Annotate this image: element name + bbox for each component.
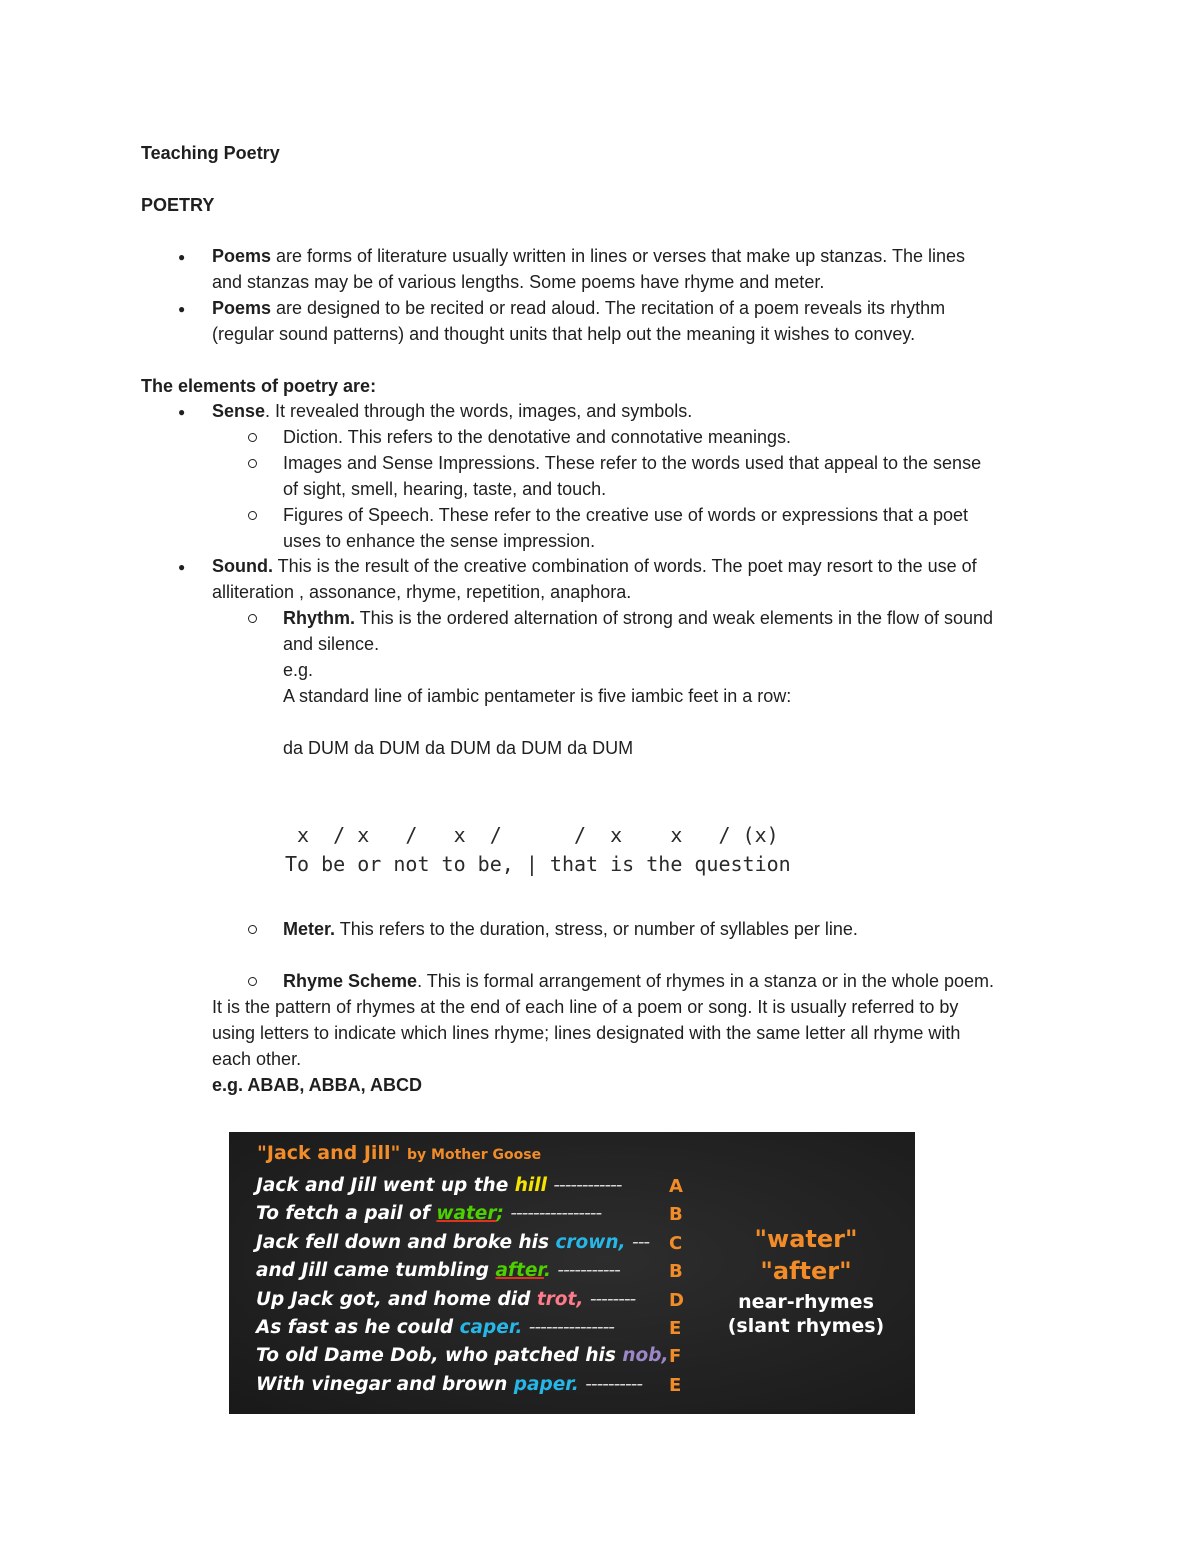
side-label-slant-rhymes: (slant rhymes) bbox=[727, 1315, 885, 1337]
poem-line-punct: , bbox=[618, 1232, 626, 1253]
poem-line-punct: , bbox=[576, 1289, 584, 1310]
rhyme-letter: E bbox=[669, 1375, 682, 1396]
intro-bullet-1-line1: Poems are forms of literature usually written in lines or verses that make up stanzas. The lines bbox=[212, 246, 966, 266]
sub-bullet-icon bbox=[248, 511, 257, 520]
poem-line-punct: ; bbox=[496, 1203, 504, 1224]
images-item-line1: Images and Sense Impressions. These refer to the words used that appeal to the sense bbox=[283, 453, 982, 473]
poem-line-text: Jack fell down and broke his bbox=[256, 1232, 556, 1253]
diction-item: Diction. This refers to the denotative and connotative meanings. bbox=[283, 427, 791, 447]
bullet-icon: ● bbox=[178, 302, 186, 316]
poem-line-text: Jack and Jill went up the bbox=[256, 1175, 515, 1196]
poem-line bbox=[256, 1232, 649, 1253]
bullet-icon: ● bbox=[178, 560, 186, 574]
rhyme-letter: F bbox=[669, 1346, 682, 1367]
poem-line-punct: . bbox=[515, 1317, 523, 1338]
figures-item-line2: uses to enhance the sense impression. bbox=[283, 531, 596, 551]
poem-line bbox=[256, 1345, 668, 1366]
intro-bullet-2-line1: Poems are designed to be recited or read aloud. The recitation of a poem reveals its rhythm bbox=[212, 298, 946, 318]
dash-leader: --- bbox=[632, 1232, 650, 1253]
scansion-marks: x / x / x / / x x / (x) bbox=[285, 823, 779, 847]
sense-item: Sense. It revealed through the words, images, and symbols. bbox=[212, 401, 693, 421]
rhyme-word: water bbox=[436, 1203, 497, 1224]
images-item-line2: of sight, smell, hearing, taste, and touch. bbox=[283, 479, 607, 499]
sub-bullet-icon bbox=[248, 977, 257, 986]
rhyme-word: after bbox=[495, 1260, 544, 1281]
rhyme-letter: E bbox=[669, 1318, 682, 1339]
poem-line bbox=[256, 1374, 642, 1395]
rhyme-word: crown bbox=[555, 1232, 619, 1253]
rhyme-letter: C bbox=[669, 1233, 683, 1254]
rhythm-example-intro: A standard line of iambic pentameter is five iambic feet in a row: bbox=[283, 686, 792, 706]
rhyme-scheme-examples: e.g. ABAB, ABBA, ABCD bbox=[212, 1075, 422, 1095]
dash-leader: ----------- bbox=[557, 1260, 620, 1281]
rhythm-eg: e.g. bbox=[283, 660, 314, 680]
section-heading: POETRY bbox=[141, 195, 215, 215]
rhyme-word: paper bbox=[513, 1374, 572, 1395]
rhyme-letter: B bbox=[669, 1261, 683, 1282]
figures-item-line1: Figures of Speech. These refer to the creative use of words or expressions that a poet bbox=[283, 505, 969, 525]
meter-item: Meter. This refers to the duration, stress, or number of syllables per line. bbox=[283, 919, 858, 939]
jack-and-jill-slide bbox=[229, 1132, 915, 1414]
bullet-icon: ● bbox=[178, 405, 186, 419]
dash-leader: -------- bbox=[589, 1289, 636, 1310]
sound-item-line2: alliteration , assonance, rhyme, repetition, anaphora. bbox=[212, 582, 632, 602]
rhyme-scheme-line2: It is the pattern of rhymes at the end of each line of a poem or song. It is usually referred to by bbox=[212, 997, 959, 1017]
intro-bullet-2-line2: (regular sound patterns) and thought units that help out the meaning it wishes to convey. bbox=[212, 324, 916, 344]
poem-line-text: To old Dame Dob, who patched his bbox=[256, 1345, 623, 1366]
rhyme-scheme-line1: Rhyme Scheme. This is formal arrangement of rhymes in a stanza or in the whole poem. bbox=[283, 971, 994, 991]
rhyme-scheme-line4: each other. bbox=[212, 1049, 302, 1069]
poem-line-text: With vinegar and brown bbox=[256, 1374, 514, 1395]
intro-bullet-1-line2: and stanzas may be of various lengths. Some poems have rhyme and meter. bbox=[212, 272, 825, 292]
side-word-water: "water" bbox=[754, 1225, 858, 1253]
dash-leader: --------------- bbox=[528, 1317, 614, 1338]
rhyme-letter: D bbox=[669, 1290, 684, 1311]
poem-line bbox=[256, 1175, 621, 1196]
poem-line bbox=[256, 1203, 601, 1224]
scansion-line: To be or not to be, | that is the question bbox=[285, 852, 791, 876]
rhyme-word: hill bbox=[514, 1175, 547, 1196]
dash-leader: ---------- bbox=[585, 1374, 642, 1395]
slide-title: "Jack and Jill" by Mother Goose bbox=[257, 1142, 542, 1164]
rhythm-item-line1: Rhythm. This is the ordered alternation of strong and weak elements in the flow of sound bbox=[283, 608, 994, 628]
rhyme-scheme-line3: using letters to indicate which lines rhyme; lines designated with the same letter all rhyme with bbox=[212, 1023, 961, 1043]
poem-line-text: and Jill came tumbling bbox=[256, 1260, 496, 1281]
poem-line-text: As fast as he could bbox=[256, 1317, 460, 1338]
doc-title: Teaching Poetry bbox=[141, 143, 280, 163]
side-word-after: "after" bbox=[760, 1257, 852, 1285]
rhyme-letter: B bbox=[669, 1204, 683, 1225]
rhyme-word: trot bbox=[536, 1289, 577, 1310]
sub-bullet-icon bbox=[248, 459, 257, 468]
poem-line-text: Up Jack got, and home did bbox=[256, 1289, 537, 1310]
sub-bullet-icon bbox=[248, 925, 257, 934]
poem-line bbox=[256, 1317, 614, 1338]
rhyme-word: nob bbox=[622, 1345, 662, 1366]
sub-bullet-icon bbox=[248, 614, 257, 623]
poem-line-punct: . bbox=[571, 1374, 579, 1395]
sound-item-line1: Sound. This is the result of the creative combination of words. The poet may resort to the use of bbox=[212, 556, 977, 576]
rhyme-letter: A bbox=[669, 1176, 683, 1197]
dash-leader: ------------ bbox=[553, 1175, 622, 1196]
side-label-near-rhymes: near-rhymes bbox=[738, 1291, 874, 1313]
bullet-icon: ● bbox=[178, 250, 186, 264]
sub-bullet-icon bbox=[248, 433, 257, 442]
rhyme-word: caper bbox=[459, 1317, 516, 1338]
rhythm-item-line2: and silence. bbox=[283, 634, 380, 654]
elements-heading: The elements of poetry are: bbox=[141, 376, 377, 396]
dash-leader: ---------------- bbox=[510, 1203, 602, 1224]
rhythm-pattern: da DUM da DUM da DUM da DUM da DUM bbox=[283, 738, 634, 758]
poem-line bbox=[256, 1289, 635, 1310]
poem-line-punct: . bbox=[543, 1260, 551, 1281]
poem-line-text: To fetch a pail of bbox=[256, 1203, 437, 1224]
poem-line-punct: , bbox=[661, 1345, 669, 1366]
poem-line bbox=[256, 1260, 620, 1281]
